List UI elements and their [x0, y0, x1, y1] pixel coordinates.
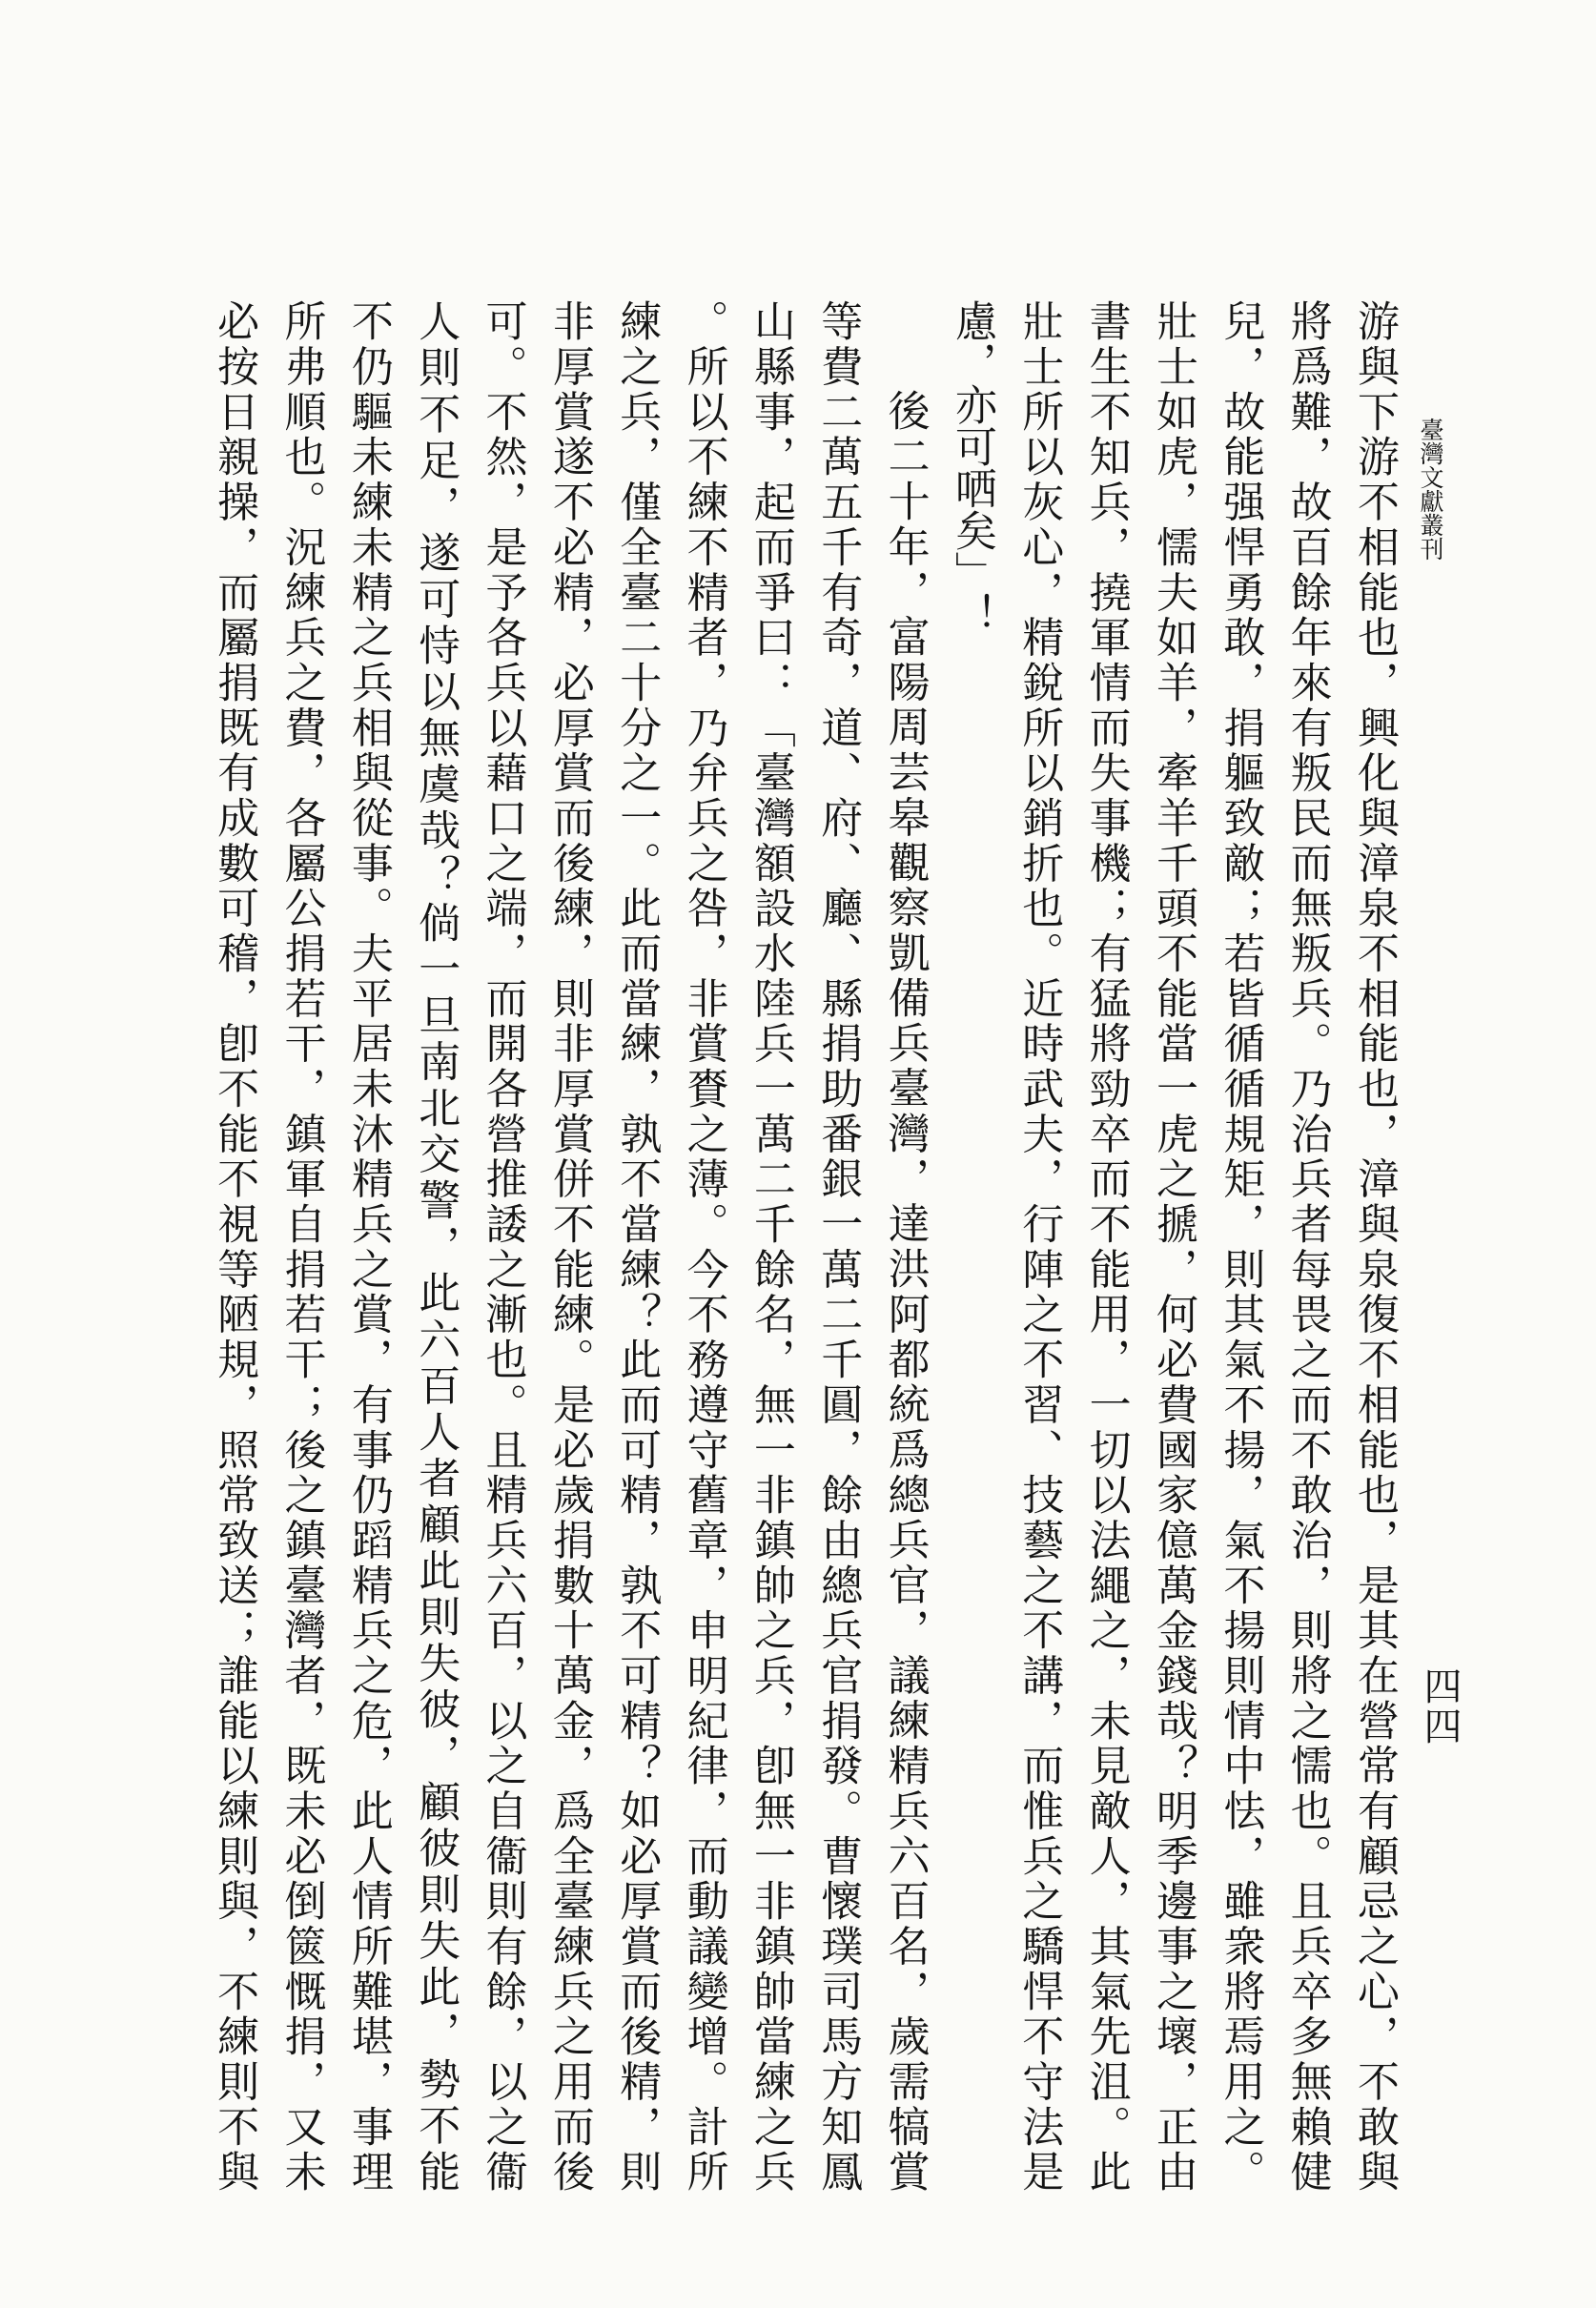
text-column-10: 山縣事，起而爭曰：「臺灣額設水陸兵一萬二千餘名，無一非鎮帥之兵，卽無一非鎮帥當練之兵 — [746, 299, 795, 2192]
text-column-3: 兒，故能强悍勇敢，捐軀致敵；若皆循循規矩，則其氣不揚，氣不揚則情中怯，雖衆將焉用之。 — [1216, 299, 1265, 2192]
text-column-11: 。所以不練不精者，乃弁兵之咎，非賞賚之薄。今不務遵守舊章，申明紀律，而動議變增。計所 — [679, 299, 728, 2192]
text-column-14: 可。不然，是予各兵以藉口之端，而開各營推諉之漸也。且精兵六百，以之自衞則有餘，以之衞 — [478, 299, 527, 2192]
body-text — [200, 299, 1407, 2192]
text-column-18: 必按日親操，而屬捐既有成數可稽，卽不能不視等陋規，照常致送；誰能以練則與，不練則不與 — [210, 299, 259, 2192]
text-column-17: 所弗順也。況練兵之費，各屬公捐若干，鎮軍自捐若干；後之鎮臺灣者，既未必倒篋慨捐，又未 — [276, 299, 326, 2192]
running-title: 臺灣文獻叢刊 — [1417, 418, 1444, 561]
text-column-15: 人則不足，遂可恃以無虞哉？倘一旦南北交警，此六百人者顧此則失彼，顧彼則失此，勢不能 — [411, 299, 460, 2192]
text-column-2: 將爲難，故百餘年來有叛民而無叛兵。乃治兵者每畏之而不敢治，則將之懦也。且兵卒多無賴健 — [1282, 299, 1332, 2192]
text-column-8: 後二十年，富陽周芸皋觀察凱備兵臺灣，達洪阿都統爲總兵官，議練精兵六百名，歲需犒賞 — [880, 389, 930, 2192]
page-number: 四四 — [1418, 1666, 1462, 1746]
text-column-7: 慮，亦可哂矣」！ — [947, 299, 996, 635]
text-column-13: 非厚賞遂不必精，必厚賞而後練，則非厚賞併不能練。是必歲捐數十萬金，爲全臺練兵之用而後 — [544, 299, 594, 2192]
text-column-12: 練之兵，僅全臺二十分之一。此而當練，孰不當練？此而可精，孰不可精？如必厚賞而後精，則 — [612, 299, 662, 2192]
text-column-5: 書生不知兵，撓軍情而失事機；有猛將勁卒而不能用，一切以法繩之，未見敵人，其氣先沮。此 — [1081, 299, 1131, 2192]
text-column-6: 壯士所以灰心，精銳所以銷折也。近時武夫，行陣之不習、技藝之不講，而惟兵之驕悍不守法是 — [1014, 299, 1064, 2192]
text-column-4: 壯士如虎，懦夫如羊，牽羊千頭不能當一虎之搋，何必費國家億萬金錢哉？明季邊事之壞，正由 — [1148, 299, 1197, 2192]
text-column-9: 等費二萬五千有奇，道、府、廳、縣捐助番銀一萬二千圓，餘由總兵官捐發。曹懷璞司馬方知鳳 — [813, 299, 863, 2192]
text-column-16: 不仍驅未練未精之兵相與從事。夫平居未沐精兵之賞，有事仍蹈精兵之危，此人情所難堪，事理 — [343, 299, 393, 2192]
text-column-1: 游與下游不相能也，興化與漳泉不相能也，漳與泉復不相能也，是其在營常有顧忌之心，不敢與 — [1350, 299, 1399, 2192]
